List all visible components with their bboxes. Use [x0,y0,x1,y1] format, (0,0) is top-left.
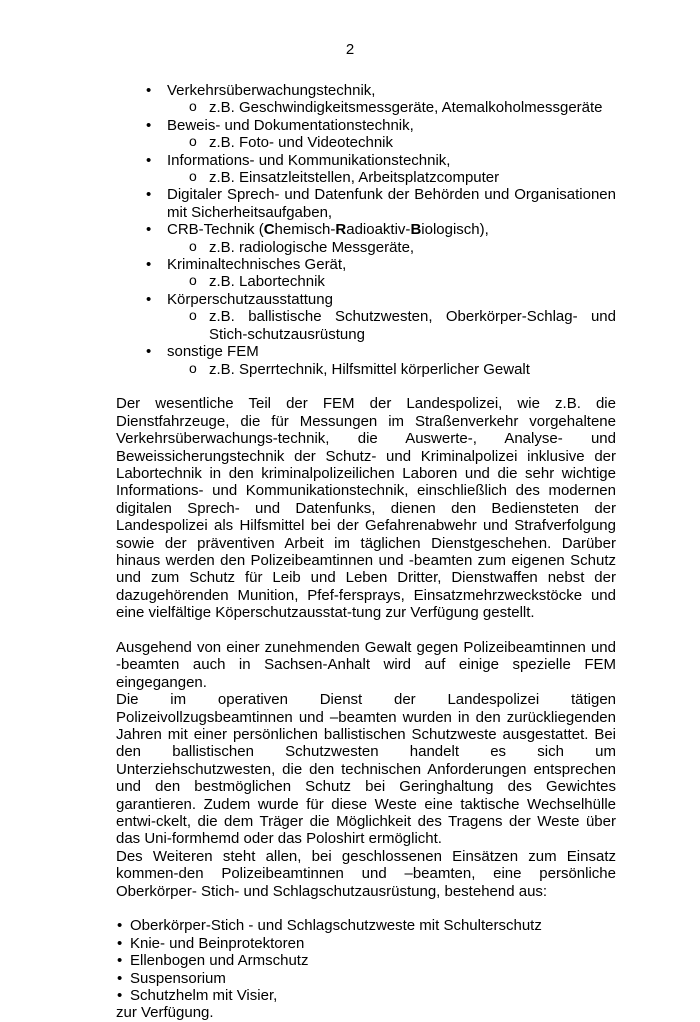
category-label: Körperschutzausstattung [167,290,333,308]
list-item [116,117,616,152]
sub-list-item: o z.B. radiologische Messgeräte, [167,239,616,256]
category-label: sonstige FEM [167,343,259,361]
list-item: • Ellenbogen und Armschutz [116,952,616,969]
sub-list-item: o z.B. Geschwindigkeitsmessgeräte, Atemalkoholmessgeräte [167,99,616,116]
paragraph-ballistic-vests: Die im operativen Dienst der Landespolizei tätigen Polizeivollzugsbeamtinnen und –beamten wurden in den zurückliegenden Jahren mit einer persönlichen ballistischen Schutzweste ausgestattet. Bei den ballistischen Schutzwesten handelt es sich um Unterziehschutzwesten, die den technischen Anforderungen entsprechen und den bestmöglichen Schutz bei Geringhaltung des Gewichtes garantieren. Zudem wurde für diese Weste eine taktische Wechselhülle entwi-ckelt, die dem Träger die Möglichkeit des Tragens der Weste über das Uni-formhemd oder das Poloshirt ermöglicht. [116,691,616,848]
closing-line: zur Verfügung. [116,1004,214,1022]
list-item: • Oberkörper-Stich - und Schlagschutzweste mit Schulterschutz [116,917,616,934]
sub-list-item: o z.B. Einsatzleitstellen, Arbeitsplatzcomputer [167,169,616,186]
sub-list-item: o z.B. ballistische Schutzwesten, Oberkörper-Schlag- und Stich-schutzausrüstung [167,308,616,343]
paragraph-protective-gear-intro: Des Weiteren steht allen, bei geschlossenen Einsätzen zum Einsatz kommen-den Polizeibeamtinnen und –beamten, eine persönliche Oberkörper- Stich- und Schlagschutzausrüstung, bestehend aus: [116,847,616,900]
fem-category-list [116,82,616,378]
paragraph-violence-intro: Ausgehend von einer zunehmenden Gewalt gegen Polizeibeamtinnen und -beamten auch in Sachsen-Anhalt wird auf einige spezielle FEM eingegangen. [116,638,616,691]
list-item: • Schutzhelm mit Visier, [116,987,616,1004]
paragraph-fem-overview: Der wesentliche Teil der FEM der Landespolizei, wie z.B. die Dienstfahrzeuge, die für Messungen im Straßenverkehr vorgehaltene Verkehrsüberwachungs-technik, die Auswerte-, Analyse- und Beweissicherungstechnik der Schutz- und Kriminalpolizei inklusive der Labortechnik in den kriminalpolizeilichen Laboren und die sehr wichtige Informations- und Kommunikationstechnik, einschließlich des modernen digitalen Sprech- und Datenfunks, dienen den Bediensteten der Landespolizei als Hilfsmittel bei der Gefahrenabwehr und Strafverfolgung sowie der präventiven Arbeit im täglichen Dienstgeschehen. Darüber hinaus werden den Polizeibeamtinnen und -beamten zum eigenen Schutz und zum Schutz für Leib und Leben Dritter, Dienstwaffen nebst der dazugehörenden Munition, Pfef-fersprays, Einsatzmehrzweckstöcke und eine vielfältige Köperschutzausstat-tung zur Verfügung gestellt. [116,395,616,622]
list-item [116,291,616,343]
sub-list-item: o z.B. Sperrtechnik, Hilfsmittel körperlicher Gewalt [167,361,616,378]
category-label: Informations- und Kommunikationstechnik, [167,151,451,169]
protective-equipment-list [116,917,616,1004]
category-label-crb: CRB-Technik (Chemisch-Radioaktiv-Biologisch), [167,221,489,239]
list-item [116,221,616,256]
page-number: 2 [345,41,355,58]
list-item [116,256,616,291]
list-item [116,82,616,117]
category-label: Verkehrsüberwachungstechnik, [167,82,376,99]
sub-list-item: o z.B. Labortechnik [167,273,616,290]
sub-list-item: o z.B. Foto- und Videotechnik [167,134,616,151]
list-item: • Knie- und Beinprotektoren [116,935,616,952]
category-label: Kriminaltechnisches Gerät, [167,256,347,274]
document-body [116,82,616,1022]
list-item [116,343,616,378]
category-label: Beweis- und Dokumentationstechnik, [167,116,414,134]
list-item [116,152,616,187]
list-item: • Suspensorium [116,970,616,987]
list-item [116,186,616,221]
category-label: • Digitaler Sprech- und Datenfunk der Behörden und Organisationen mit Sicherheitsaufgaben, [167,186,616,221]
